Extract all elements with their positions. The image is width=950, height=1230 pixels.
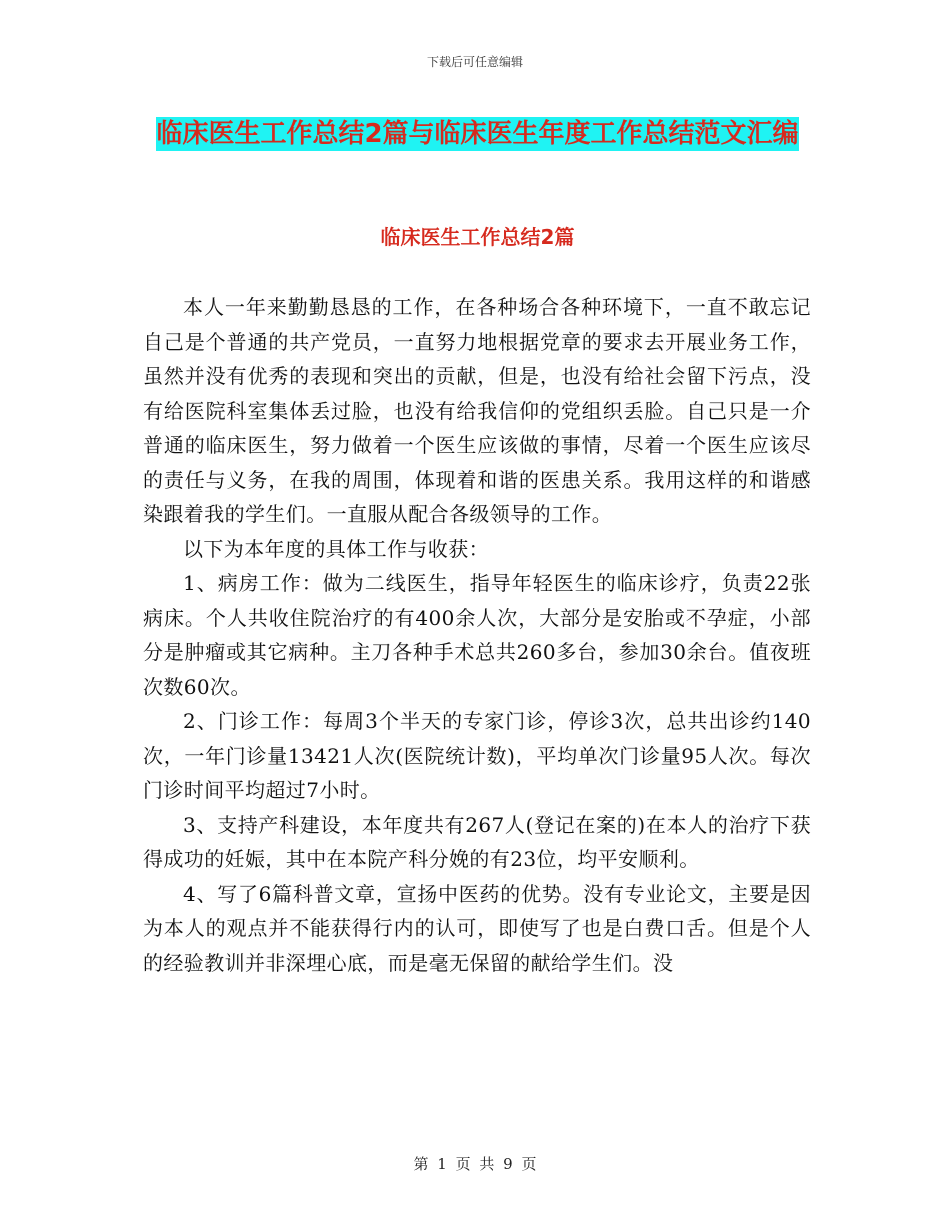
paragraph: 2、门诊工作：每周3个半天的专家门诊，停诊3次，总共出诊约140次，一年门诊量13421人次(医院统计数)，平均单次门诊量95人次。每次门诊时间平均超过7小时。 <box>143 709 811 802</box>
header-note: 下载后可任意编辑 <box>426 55 523 69</box>
document-title <box>145 112 810 156</box>
document-title-text: 临床医生工作总结2篇与临床医生年度工作总结范文汇编 <box>156 119 799 149</box>
paragraph: 4、写了6篇科普文章，宣扬中医药的优势。没有专业论文，主要是因为本人的观点并不能获得行内的认可，即使写了也是白费口舌。但是个人的经验教训并非深埋心底，而是毫无保留的献给学生们。没 <box>143 881 811 975</box>
paragraph: 以下为本年度的具体工作与收获： <box>183 536 489 561</box>
paragraph: 3、支持产科建设，本年度共有267人(登记在案的)在本人的治疗下获得成功的妊娠，其中在本院产科分娩的有23位，均平安顺利。 <box>143 812 811 871</box>
paragraph: 本人一年来勤勤恳恳的工作，在各种场合各种环境下，一直不敢忘记自己是个普通的共产党员，一直努力地根据党章的要求去开展业务工作，虽然并没有优秀的表现和突出的贡献，但是，也没有给社会留下污点，没有给医院科室集体丢过脸，也没有给我信仰的党组织丢脸。自己只是一介普通的临床医生，努力做着一个医生应该做的事情，尽着一个医生应该尽的责任与义务，在我的周围，体现着和谐的医患关系。我用这样的和谐感染跟着我的学生们。一直服从配合各级领导的工作。 <box>143 295 811 526</box>
paragraph: 1、病房工作：做为二线医生，指导年轻医生的临床诊疗，负责22张病床。个人共收住院治疗的有400余人次，大部分是安胎或不孕症，小部分是肿瘤或其它病种。主刀各种手术总共260多台，参加30余台。值夜班次数60次。 <box>143 571 811 699</box>
page-footer: 第 1 页 共 9 页 <box>413 1155 537 1173</box>
section-title: 临床医生工作总结2篇 <box>380 225 575 249</box>
document-body <box>143 290 811 980</box>
